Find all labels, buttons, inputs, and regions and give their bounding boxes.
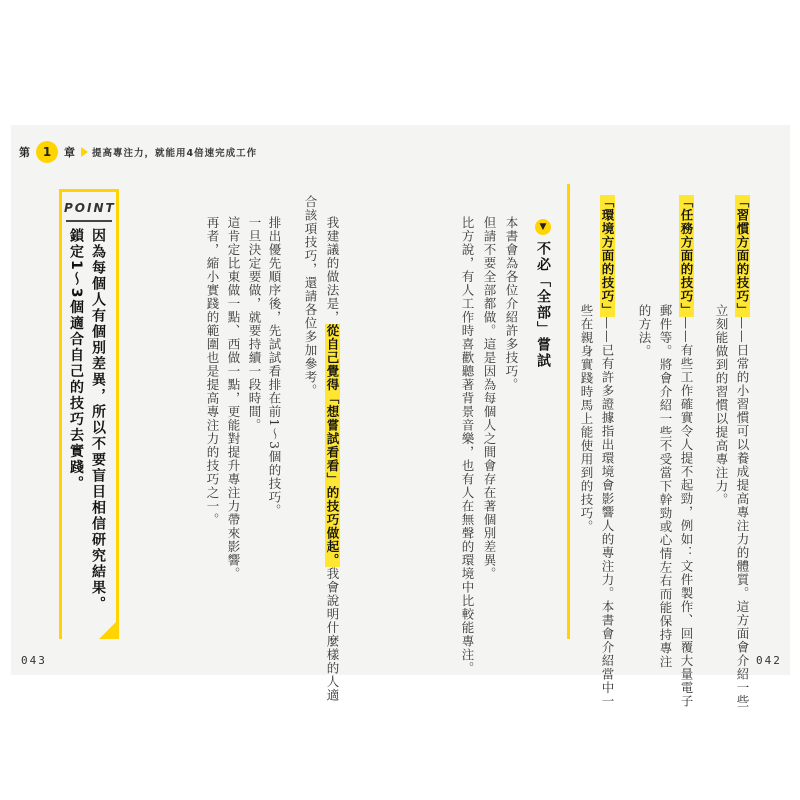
point-divider: [66, 220, 112, 222]
left-body-col3: 這肯定比東做一點、西做一點，更能對提升專注力帶來影響。: [226, 216, 241, 581]
chapter-prefix: 第: [19, 146, 30, 159]
item-habit-label: 「習慣方面的技巧」: [735, 195, 750, 317]
right-page-number: 042: [756, 654, 782, 667]
right-body-col3: 比方說，有人工作時喜歡聽著背景音樂，也有人在無聲的環境中比較能專注。: [460, 216, 475, 675]
item-habit-col2: 立刻能做到的習慣以提高專注力。: [714, 304, 729, 507]
triangle-arrow-icon: [81, 147, 88, 157]
item-task-col1: 「任務方面的技巧」——有些工作確實令人提不起勁，例如：文件製作、回覆大量電子: [679, 195, 694, 708]
left-page-number: 043: [21, 654, 47, 667]
point-label: POINT: [64, 201, 116, 215]
page-fold-corner: [99, 619, 119, 639]
left-body-col4: 再者，縮小實踐的範圍也是提高專注力的技巧之一。: [205, 216, 220, 527]
right-body-col2: 但請不要全部都做。這是因為每個人之間會存在著個別差異。: [482, 216, 497, 581]
left-body-col2: 一旦決定要做，就要持續一段時間。: [247, 216, 262, 432]
item-task-label: 「任務方面的技巧」: [679, 195, 694, 317]
chapter-title: 提高專注力，就能用4倍速完成工作: [92, 148, 258, 159]
item-environment-col1: 「環境方面的技巧」——已有許多證據指出環境會影響人的專注力。本書會介紹當中一: [600, 195, 615, 708]
chapter-header: [19, 140, 257, 164]
item-habit-col1: 「習慣方面的技巧」——日常的小習慣可以養成提高專注力的體質。這方面會介紹一些: [735, 195, 750, 708]
point-text-col1: 因為每個人有個別差異，所以不要盲目相信研究結果。: [90, 228, 106, 612]
left-para1-col2: 合該項技巧，還請各位多加參考。: [303, 195, 318, 398]
left-para1-col1: 我建議的做法是，從自己覺得「想嘗試看看」的技巧做起。我會說明什麼樣的人適: [325, 216, 340, 702]
right-body-col1: 本書會為各位介紹許多技巧。: [504, 216, 519, 392]
item-environment-label: 「環境方面的技巧」: [600, 195, 615, 317]
chevron-down-icon: ▼: [535, 219, 551, 235]
chapter-suffix: 章: [64, 146, 75, 159]
item-task-col3: 的方法。: [637, 304, 652, 358]
right-divider-line: [567, 184, 570, 639]
section-heading: [532, 219, 554, 369]
item-environment-col2: 些在親身實踐時馬上能使用到的技巧。: [579, 304, 594, 534]
left-body-col1: 排出優先順序後，先試試看排在前1～3個的技巧。: [267, 216, 282, 518]
item-task-col2: 郵件等。將會介紹一些不受當下幹勁或心情左右而能保持專注: [658, 304, 673, 669]
section-title: 不必「全部」嘗試: [535, 241, 551, 369]
point-text-col2: 鎖定1～3個適合自己的技巧去實踐。: [68, 228, 84, 492]
highlight-recommendation: 從自己覺得「想嘗試看看」的技巧做起。: [325, 324, 340, 567]
chapter-number-badge: 1: [36, 141, 58, 163]
